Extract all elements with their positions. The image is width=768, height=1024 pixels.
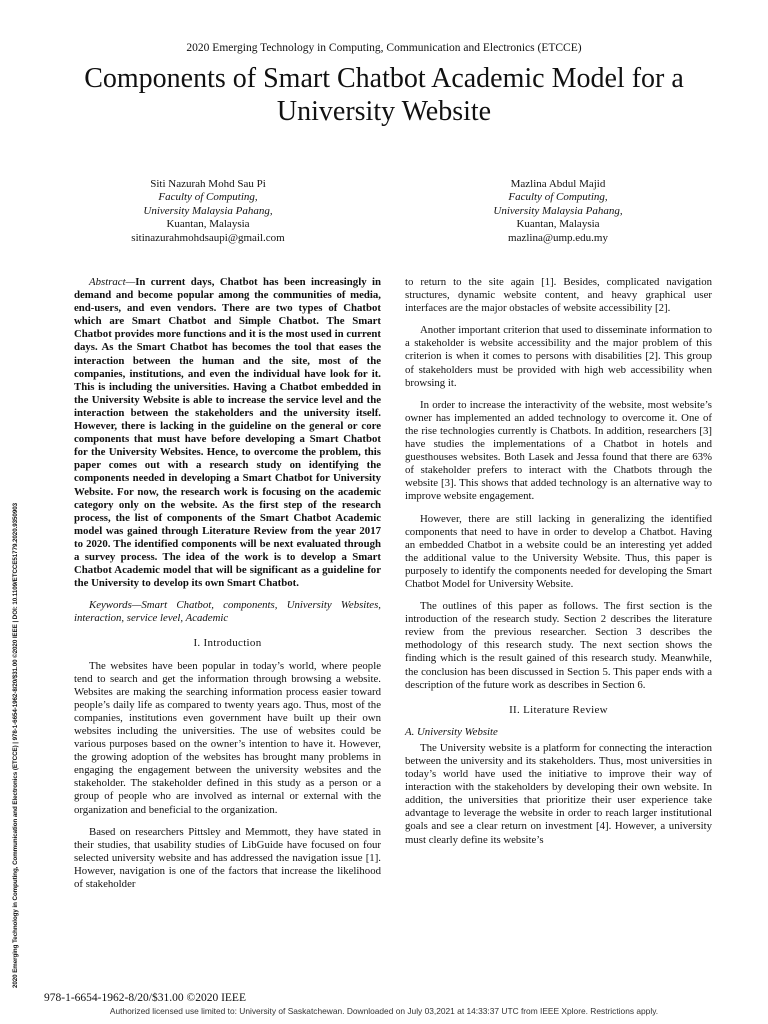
author-name: Siti Nazurah Mohd Sau Pi: [150, 178, 266, 190]
doi-sidebar-text: 2020 Emerging Technology in Computing, Communication and Electronics (ETCCE) | 978-1-6654-1962-8/20/$31.00 ©2020 IEEE | DOI: 10.1109/ETCCE51779.2020.9350903: [12, 503, 19, 988]
section-heading-literature-review: II. Literature Review: [509, 703, 608, 716]
author-city: Kuantan, Malaysia: [166, 218, 250, 231]
paragraph: Based on researchers Pittsley and Memmott, they have stated in their studies, that usability studies of LibGuide have focused on four selected university website and has addressed the navigation issue [1]. However, navigation is one of the factors that increase the likelihood of stakeholder: [74, 825, 381, 891]
paragraph: However, there are still lacking in generalizing the identified components that need to have in order to develop a Chatbot. Having an embedded Chatbot in a website could be an interesting yet added the additional value to the University Website. Thus, this paper is purposely to identify the components needed for developing the Smart Chatbot Model for University Website.: [405, 512, 712, 590]
abstract-body: In current days, Chatbot has been increasingly in demand and become popular among the communities of media, end-users, and even vendors. There are two types of Chatbot which are Smart Chatbot and Simple Chatbot. The Smart Chatbot provides more functions and it is the most used in current days. As the Smart Chatbot has becomes the tool that eases the interaction between the human and the site, most of the companies, institutions, and even the individual have look for it. This is including the universities. Having a Chatbot embedded in the University Website is able to increase the service level and the interaction between the stakeholders and the university itself. However, there is lacking in the guideline on the general or core components that must have before developing a Smart Chatbot for the University Websites. Hence, to overcome the problem, this paper comes out with a research study on identifying the components needed in developing a Smart Chatbot for University Website. For now, the research work is focusing on the academic category only on the website. As the first step of the research process, the list of components of the Smart Chatbot Academic model was gained through Literature Review from the year 2017 to 2020. The identified components will be next evaluated through a survey process. The idea of the work is to develop a Smart Chatbot Academic model that will be significant as a guideline for the University to develop its own Smart Chatbot.: [74, 276, 381, 590]
keywords: Keywords—Smart Chatbot, components, University Websites, interaction, service level, Academic: [74, 599, 381, 625]
paragraph: The outlines of this paper as follows. The first section is the introduction of the research study. Section 2 describes the literature review from the previous researcher. Section 3 describes the methodology of this research study. The next section shows the finding which is the result gained of this research study. Meanwhile, the conclusion has been discussed in Section 5. This paper ends with a description of the future work as describes in Section 6.: [405, 600, 712, 691]
author-department: Faculty of Computing,: [508, 191, 608, 204]
author-university: University Malaysia Pahang,: [493, 204, 623, 217]
abstract: [74, 276, 381, 590]
paragraph: The websites have been popular in today’s world, where people tend to search and get the information through browsing a website. Websites are making the searching information process easier toward people’s daily life as compared to twenty years ago. Thus, most of the companies, institutions even government have built up their own websites including the universities. The use of websites could be various purposes based on the owner’s intention to have it. However, the growing adoption of the websites has brought many problems in engaging the engagement between the university websites and the stakeholder. The stakeholder defined in this study as a person or a group of people who are involved as internal or external with the organization and beneficial to the organization.: [74, 659, 381, 816]
author-email: mazlina@ump.edu.my: [508, 231, 608, 244]
isbn-copyright: 978-1-6654-1962-8/20/$31.00 ©2020 IEEE: [44, 992, 246, 1004]
subsection-heading: A. University Website: [405, 725, 498, 738]
author-university: University Malaysia Pahang,: [143, 204, 273, 217]
author-city: Kuantan, Malaysia: [516, 218, 600, 231]
author-name: Mazlina Abdul Majid: [510, 178, 606, 190]
right-column: [405, 276, 712, 856]
doi-sidebar: [0, 270, 24, 988]
paragraph: The University website is a platform for connecting the interaction between the university and its stakeholders. Thus, most universities in today’s world have used the initiative to improve their way of interaction with the stakeholders by developing their own website. In addition, the universities that prioritize their user experience take advantage to leverage the website in order to reach larger institutional goals and see a clear return on investment [4]. However, a university must clearly define its website’s: [405, 741, 712, 846]
author-department: Faculty of Computing,: [158, 191, 258, 204]
author-email: sitinazurahmohdsaupi@gmail.com: [131, 231, 285, 244]
paragraph: Another important criterion that used to disseminate information to a stakeholder is website accessibility and the major problem of this criterion is when it comes to persons with disabilities [2]. This group of stakeholders must be provided with high web accessibility when browsing it.: [405, 324, 712, 389]
conference-header: 2020 Emerging Technology in Computing, Communication and Electronics (ETCCE): [186, 42, 582, 54]
license-footer: Authorized licensed use limited to: University of Saskatchewan. Downloaded on July 03,2021 at 14:33:37 UTC from IEEE Xplore. Restrictions apply.: [109, 1006, 659, 1016]
section-heading-introduction: I. Introduction: [193, 637, 262, 650]
paragraph: In order to increase the interactivity of the website, most website’s owner has implemented an added technology to overcome it. One of the rise technologies currently is Chatbots. In addition, researchers [3] have studies the implementations of a Chatbot in hotels and guesthouses websites. Both Lasek and Jessa found that there are 63% of stakeholder prefers to interact with the Chatbots through the website [3]. This shows that added technology is an alternative way to improve website engagement.: [405, 398, 712, 503]
paper-title: Components of Smart Chatbot Academic Model for a University Website: [84, 63, 684, 127]
paragraph: to return to the site again [1]. Besides, complicated navigation structures, dynamic website content, and heavy graphical user interfaces are the major obstacles of website accessibility [2].: [405, 276, 712, 315]
author-block-2: [428, 178, 688, 245]
left-column: [74, 276, 381, 900]
author-block-1: [78, 178, 338, 245]
abstract-lead: Abstract—: [89, 276, 136, 288]
